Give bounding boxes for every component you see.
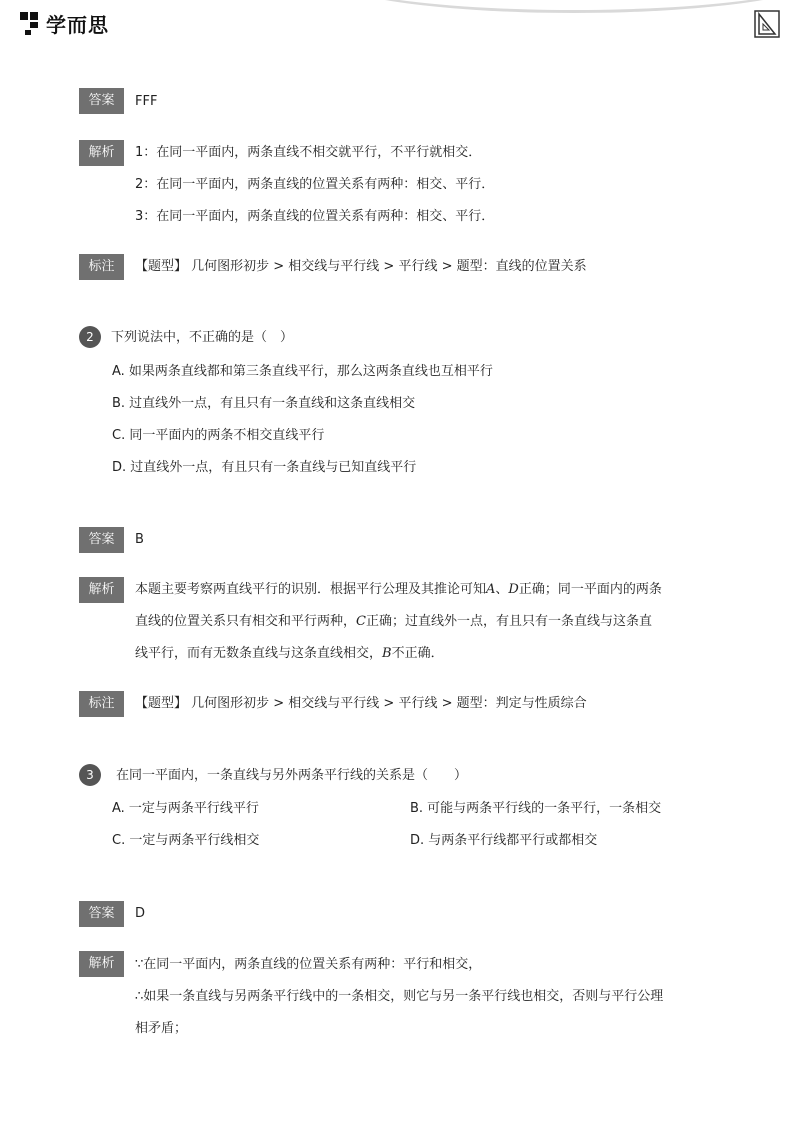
q3-analysis-line: ∴如果一条直线与另两条平行线中的一条相交，则它与另一条平行线也相交，否则与平行公理 bbox=[135, 989, 664, 1004]
q2-option: D. 过直线外一点，有且只有一条直线与已知直线平行 bbox=[112, 460, 417, 475]
q3-option: C. 一定与两条平行线相交 bbox=[112, 833, 260, 848]
q1-tag: 【题型】 几何图形初步 > 相交线与平行线 > 平行线 > 题型：直线的位置关系 bbox=[135, 259, 587, 274]
answer-label: 答案 bbox=[79, 901, 124, 927]
question-number-badge: 2 bbox=[79, 326, 101, 348]
analysis-label: 解析 bbox=[79, 577, 124, 603]
header-decoration-arc bbox=[314, 0, 794, 13]
analysis-label: 解析 bbox=[79, 140, 124, 166]
q3-analysis-line: 相矛盾； bbox=[135, 1021, 188, 1036]
q1-analysis-line: 2：在同一平面内，两条直线的位置关系有两种：相交、平行． bbox=[135, 177, 495, 192]
q3-stem: 在同一平面内，一条直线与另外两条平行线的关系是（ ） bbox=[116, 768, 468, 783]
answer-label: 答案 bbox=[79, 527, 124, 553]
q3-answer: D bbox=[135, 906, 146, 921]
q2-stem: 下列说法中，不正确的是（ ） bbox=[111, 330, 294, 345]
q3-analysis-line: ∵在同一平面内，两条直线的位置关系有两种：平行和相交， bbox=[135, 957, 482, 972]
q1-analysis-line: 3：在同一平面内，两条直线的位置关系有两种：相交、平行． bbox=[135, 209, 495, 224]
analysis-label: 解析 bbox=[79, 951, 124, 977]
answer-label: 答案 bbox=[79, 88, 124, 114]
logo-mark-icon bbox=[18, 9, 42, 37]
tag-label: 标注 bbox=[79, 691, 124, 717]
q3-option: D. 与两条平行线都平行或都相交 bbox=[410, 833, 598, 848]
logo bbox=[18, 8, 109, 38]
ruler-triangle-icon bbox=[754, 10, 780, 38]
tag-label: 标注 bbox=[79, 254, 124, 280]
q2-analysis-line-3: 线平行，而有无数条直线与这条直线相交，B不正确． bbox=[135, 646, 444, 661]
q2-option: C. 同一平面内的两条不相交直线平行 bbox=[112, 428, 325, 443]
q1-answer: FFF bbox=[135, 94, 158, 109]
q2-analysis-line-2: 直线的位置关系只有相交和平行两种，C正确；过直线外一点，有且只有一条直线与这条直 bbox=[135, 614, 652, 629]
q2-option: A. 如果两条直线都和第三条直线平行，那么这两条直线也互相平行 bbox=[112, 364, 493, 379]
q2-tag: 【题型】 几何图形初步 > 相交线与平行线 > 平行线 > 题型：判定与性质综合 bbox=[135, 696, 587, 711]
question-number-badge: 3 bbox=[79, 764, 101, 786]
q2-analysis-line-1: 本题主要考察两直线平行的识别．根据平行公理及其推论可知A、D正确；同一平面内的两条 bbox=[135, 582, 662, 597]
q2-answer: B bbox=[135, 532, 144, 547]
q2-option: B. 过直线外一点，有且只有一条直线和这条直线相交 bbox=[112, 396, 416, 411]
logo-text: 学而思 bbox=[46, 12, 109, 37]
q3-option: B. 可能与两条平行线的一条平行，一条相交 bbox=[410, 801, 662, 816]
q3-option: A. 一定与两条平行线平行 bbox=[112, 801, 259, 816]
q1-analysis-line: 1：在同一平面内，两条直线不相交就平行，不平行就相交． bbox=[135, 145, 482, 160]
